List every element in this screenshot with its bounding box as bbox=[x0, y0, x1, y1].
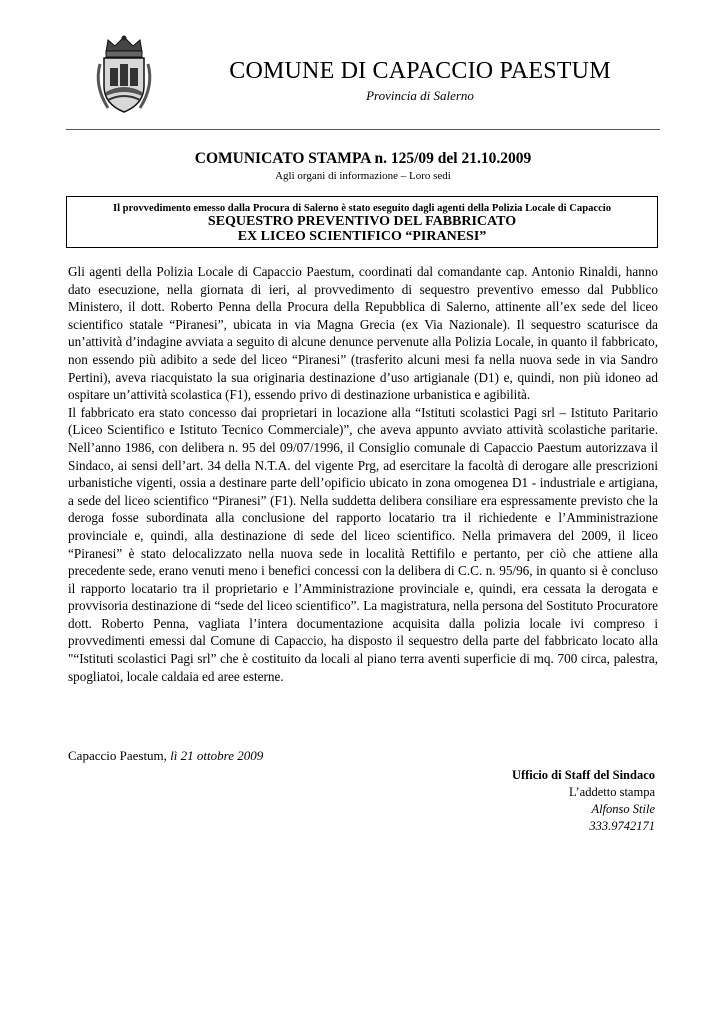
article-body bbox=[68, 263, 658, 685]
headline-box bbox=[66, 196, 658, 248]
body-paragraph-1: Gli agenti della Polizia Locale di Capaccio Paestum, coordinati dal comandante cap. Antonio Rinaldi, hanno dato esecuzione, nella giornata di ieri, al provvedimento di sequestro preventivo emesso dal Pubblico Ministero, il dott. Roberto Penna della Procura della Repubblica di Salerno, attinente all’ex sede del liceo scientifico statale “Piranesi”, ubicata in via Magna Grecia (ex Via Nazionale). Il sequestro scaturisce da un’attività d’indagine avviata a seguito di alcune denunce pervenute alla Polizia Locale, in quanto il fabbricato, non essendo più adibito a sede del liceo “Piranesi” (trasferito alcuni mesi fa nella nuova sede in via Sandro Pertini), aveva riacquistato la sua originaria destinazione d’uso artigianale (D1) e, quindi, non più idoneo ad ospitare un’attività scolastica (F1), essendo privo di destinazione urbanistica e agibilità. bbox=[68, 264, 658, 403]
headline-line-1: SEQUESTRO PREVENTIVO DEL FABBRICATO bbox=[207, 214, 517, 229]
province-subtitle: Provincia di Salerno bbox=[366, 88, 474, 103]
header-divider bbox=[66, 129, 660, 130]
body-paragraph-2: Il fabbricato era stato concesso dai proprietari in locazione alla “Istituti scolastici Pagi srl – Istituto Paritario (Liceo Scientifico e Istituto Tecnico Commerciale)”, che aveva appunto avviato attività scolastiche paritarie. Nell’anno 1986, con delibera n. 95 del 09/07/1996, il Consiglio comunale di Capaccio Paestum autorizzava il Sindaco, ai sensi dell’art. 34 della N.T.A. del vigente Prg, ad esercitare la facoltà di derogare alle prescrizioni urbanistiche vigenti, ossia a destinare parte dell’opificio ubicato in zona omogenea D1 - industriale e artigiana, a sede del liceo scientifico “Piranesi” (F1). Nella suddetta delibera consiliare era espressamente previsto che la deroga fosse subordinata alla conclusione del rapporto locatario tra il richiedente e l’Amministrazione provinciale e, quindi, alla destinazione di sede del liceo scientifico. Nella primavera del 2009, il liceo “Piranesi” è stato delocalizzato nella nuova sede in località Rettifilo e pertanto, per ciò che attiene alla precedente sede, erano venuti meno i benefici concessi con la delibera di C.C. n. 95/96, in quanto si è concluso il rapporto locatario tra il proprietario e l’Amministrazione provinciale e, quindi, era cessata la derogata e provvisoria destinazione di “sede del liceo scientifico”. La magistratura, nella persona del Sostituto Procuratore dott. Roberto Penna, vagliata l’intera documentazione acquisita dalla polizia locale ivi compreso i provvedimenti emessi dal Comune di Capaccio, ha disposto il sequestro della parte del fabbricato locato alla "“Istituti scolastici Pagi srl” che è costituito da locali al piano terra aventi superficie di mq. 700 circa, palestra, spogliatoi, locale caldaia ed aree esterne. bbox=[68, 404, 658, 684]
headline-intro: Il provvedimento emesso dalla Procura di Salerno è stato eseguito dagli agenti della Polizia Locale di Capaccio bbox=[112, 203, 612, 214]
place: Capaccio Paestum, bbox=[68, 748, 171, 763]
phone-number: 333.9742171 bbox=[589, 819, 655, 833]
press-release-title: COMUNICATO STAMPA n. 125/09 del 21.10.2009 bbox=[194, 150, 532, 167]
signer-name: Alfonso Stile bbox=[591, 802, 655, 816]
municipal-crest-icon bbox=[92, 34, 156, 116]
signature-block bbox=[512, 767, 655, 835]
role: L’addetto stampa bbox=[569, 785, 655, 799]
municipality-title: COMUNE DI CAPACCIO PAESTUM bbox=[229, 58, 611, 84]
office-name: Ufficio di Staff del Sindaco bbox=[511, 768, 655, 782]
headline-line-2: EX LICEO SCIENTIFICO “PIRANESI” bbox=[237, 229, 487, 244]
date: lì 21 ottobre 2009 bbox=[170, 748, 264, 763]
press-release-recipients: Agli organi di informazione – Loro sedi bbox=[275, 170, 451, 182]
place-date bbox=[68, 748, 263, 764]
